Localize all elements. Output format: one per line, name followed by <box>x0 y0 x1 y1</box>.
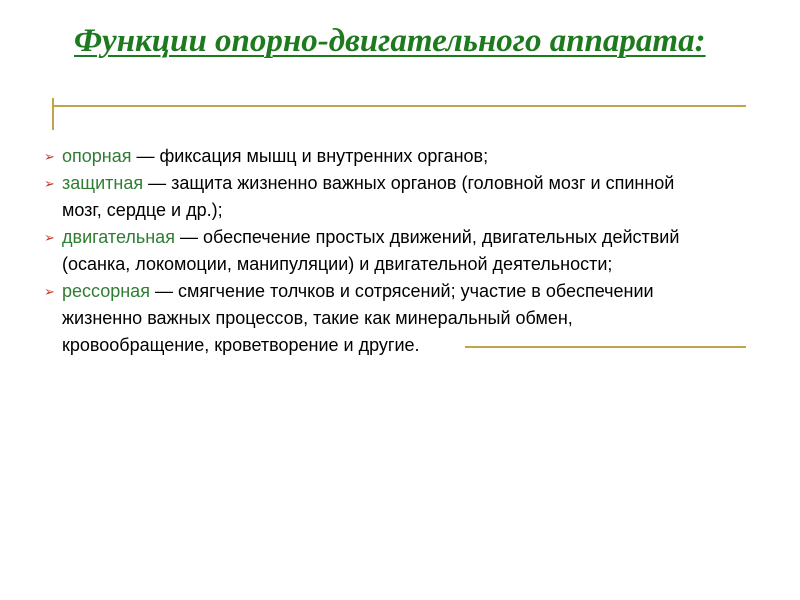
list-item-motor <box>44 224 684 278</box>
item-description: — защита жизненно важных органов (головной мозг и спинной мозг, сердце и др.); <box>62 173 675 220</box>
arrow-bullet-icon: ➢ <box>44 230 55 245</box>
arrow-bullet-icon: ➢ <box>44 176 55 191</box>
item-term: двигательная <box>62 227 175 247</box>
list-item-supporting <box>44 143 684 170</box>
item-description: — фиксация мышц и внутренних органов; <box>131 146 489 166</box>
item-description: — смягчение толчков и сотрясений; участие в обеспечении жизненно важных процессов, такие как минеральный обмен, кровообращение, кроветворение и другие. <box>62 281 654 355</box>
item-term: опорная <box>62 146 132 166</box>
list-item-spring <box>44 278 684 359</box>
decorative-rule-top <box>52 105 746 107</box>
list-item-protective <box>44 170 684 224</box>
slide-title: Функции опорно-двигательного аппарата: <box>74 23 706 59</box>
arrow-bullet-icon: ➢ <box>44 284 55 299</box>
arrow-bullet-icon: ➢ <box>44 149 55 164</box>
item-description: — обеспечение простых движений, двигательных действий (осанка, локомоции, манипуляции) и двигательной деятельности; <box>62 227 680 274</box>
function-list <box>44 143 684 359</box>
item-term: защитная <box>62 173 144 193</box>
decorative-rule-vertical <box>52 98 54 130</box>
item-term: рессорная <box>62 281 150 301</box>
